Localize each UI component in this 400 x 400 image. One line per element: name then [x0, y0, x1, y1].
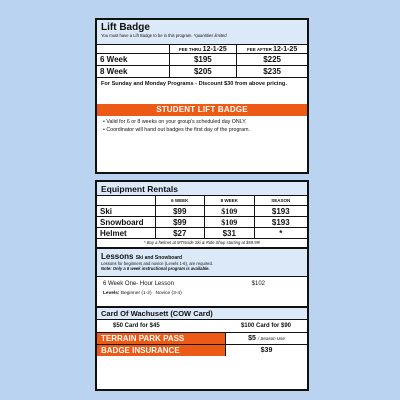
- table-row: Helmet $27 $31 *: [97, 228, 307, 239]
- col-fee-after: FEE AFTER 12-1-25: [237, 45, 307, 54]
- cow-card-options: [97, 319, 307, 332]
- col-8-week: 8 WEEK: [205, 196, 255, 206]
- cow-option-100: $100 Card for $90: [240, 323, 291, 329]
- badge-insurance-price: $39: [225, 345, 307, 356]
- col-6-week: 6 WEEK: [155, 196, 205, 206]
- terrain-park-pass-label: TERRAIN PARK PASS: [97, 333, 225, 344]
- lesson-item: [97, 276, 307, 306]
- lessons-desc: Lessons for beginners and novice (Levels 1-6), are required.: [101, 261, 213, 266]
- lessons-title: Lessons Ski and Snowboard: [101, 252, 183, 261]
- badge-insurance-row: [97, 344, 307, 356]
- lesson-levels: Levels: Beginner (1-2) Novice (3-4): [103, 291, 182, 296]
- cow-card-title: Card Of Wachusett (COW Card): [101, 309, 213, 318]
- table-row: Snowboard $99 $109 $193: [97, 217, 307, 228]
- list-item: • Coordinator will hand out badges the first day of the program.: [103, 127, 251, 134]
- cow-card-header: [97, 306, 307, 319]
- cow-option-50: $50 Card for $45: [113, 323, 160, 329]
- terrain-park-pass-price: $5 / Season Use: [225, 333, 307, 344]
- table-row: 8 Week $205 $235: [97, 66, 307, 78]
- table-row: Ski $99 $109 $193: [97, 206, 307, 217]
- student-bullets: [97, 116, 307, 137]
- student-lift-badge-header: STUDENT LIFT BADGE: [97, 104, 307, 116]
- col-fee-thru: FEE THRU 12-1-25: [169, 45, 237, 54]
- lift-badge-header: [97, 20, 307, 44]
- badge-insurance-label: BADGE INSURANCE: [97, 345, 225, 356]
- lift-badge-panel: [95, 18, 309, 174]
- lessons-note: Note: Only a 6 week instructional program is available.: [101, 266, 210, 272]
- rentals-title: Equipment Rentals: [101, 184, 178, 194]
- rentals-header: [97, 182, 307, 195]
- list-item: • Valid for 6 or 8 weeks on your group's scheduled day ONLY.: [103, 119, 247, 125]
- col-season: SEASON: [254, 196, 307, 206]
- lessons-header: [97, 247, 307, 276]
- lift-badge-title: Lift Badge: [101, 22, 150, 33]
- rentals-panel: [95, 180, 309, 391]
- lesson-item-label: 6 Week One- Hour Lesson: [103, 281, 174, 287]
- lesson-item-price: $102: [251, 281, 265, 287]
- lift-badge-subtitle: You must have a Lift Badge to be in this program. *quantities limited: [101, 33, 227, 38]
- rentals-table: [97, 195, 307, 239]
- lift-badge-table: [97, 44, 307, 78]
- discount-note: For Sunday and Monday Programs - Discount $30 from above pricing.: [101, 81, 287, 87]
- table-row: 6 Week $195 $225: [97, 54, 307, 66]
- terrain-park-pass-row: [97, 332, 307, 344]
- helmet-footnote: * Buy a helmet at MTNside Ski & Ride Shop starting at $59.99!: [143, 240, 261, 245]
